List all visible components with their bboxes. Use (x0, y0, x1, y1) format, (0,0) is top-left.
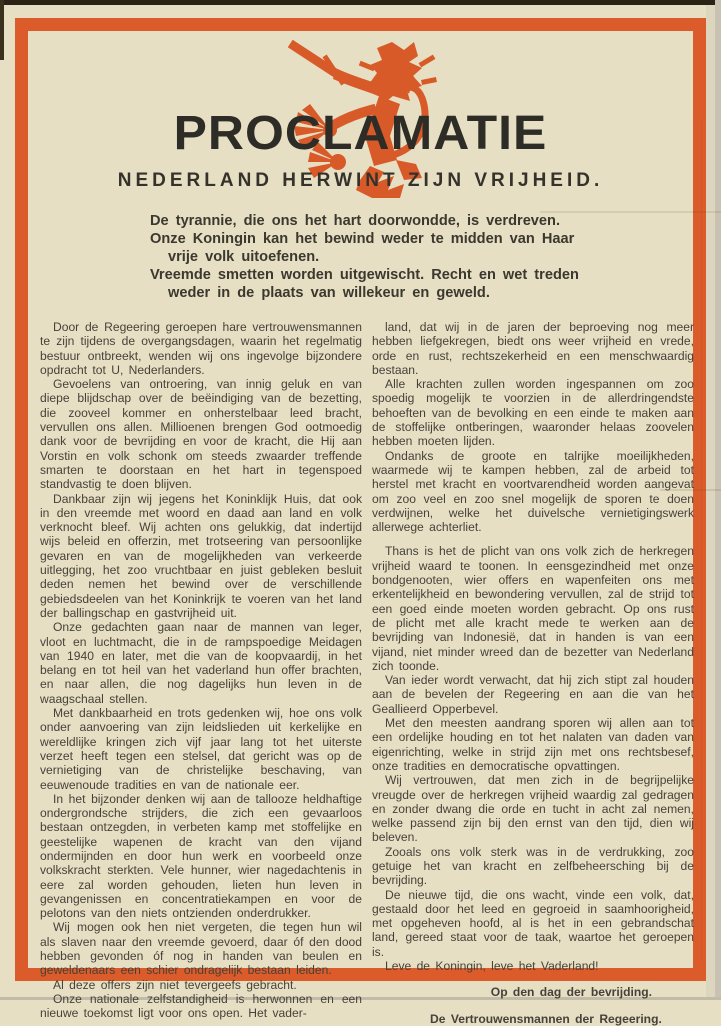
paragraph: Dankbaar zijn wij jegens het Koninklijk Huis, dat ook in den vreemde met woord en daad aan land en volk verknocht bleef. Wij achten ons gelukkig, dat indertijd wijs beleid en offerzin, met trotseering van persoonlijke gevaren en van de mogelijkheden van verkeerde uitlegging, het zoo vruchtbaar en juist gebleken besluit deden nemen het bewind over de verschillende gebiedsdeelen van het Koninkrijk te voeren van het land der ballingschap en gastvrijheid uit. (40, 491, 362, 620)
page-title: PROCLAMATIE (173, 107, 548, 160)
intro-line: Vreemde smetten worden uitgewischt. Recht en wet treden weder in de plaats van willekeur en geweld. (150, 267, 579, 301)
right-column (372, 320, 694, 1026)
proclamation-intro (150, 212, 610, 302)
closing-signature: De Vertrouwensmannen der Regeering. (430, 1011, 662, 1026)
paragraph: Zooals ons volk sterk was in de verdrukking, zoo getuige het van kracht en zelfbeheersching bij de bevrijding. (372, 844, 694, 888)
page-subtitle: NEDERLAND HERWINT ZIJN VRIJHEID. (117, 170, 604, 191)
paragraph: Wij mogen ook hen niet vergeten, die tegen hun wil als slaven naar den vreemde gevoerd, daar óf den dood hebben gevonden óf nog in handen van beulen en geweldenaars een schier ondragelijk bestaan leiden. (40, 920, 362, 978)
intro-line: Onze Koningin kan het bewind weder te midden van Haar vrije volk uitoefenen. (150, 231, 575, 265)
right-column-paragraphs (372, 320, 694, 973)
paragraph: land, dat wij in de jaren der beproeving nog meer hebben liefgekregen, biedt ons weer vrijheid en vrede, orde en rust, rechtszekerheid en een menschwaardig bestaan. (372, 320, 694, 377)
paragraph: Leve de Koningin, leve het Vaderland! (385, 959, 599, 974)
paragraph: Ondanks de groote en talrijke moeilijkheden, waarmede wij te kampen hebben, zal de arbeid tot herstel met kracht en voortvarendheid worden aangevat om zoo veel en zoo snel mogelijk de sporen te doen verdwijnen, welke het duivelsche vernietigingswerk allerwege achterliet. (372, 448, 694, 535)
paragraph: Thans is het de plicht van ons volk zich de herkregen vrijheid waard te toonen. In eensgezindheid met onze bondgenooten, wier offers en wapenfeiten ons met erkentelijkheid en bewondering vervullen, zal de strijd tot een goed einde moeten worden gebracht. Op ons rust de plicht met alle kracht mede te werken aan de bevrijding van Indonesië, dat in handen is van een vijand, niet minder wreed dan de bezetter van Nederland zich toonde. (372, 544, 694, 673)
left-column (40, 320, 362, 1021)
paragraph: Onze nationale zelfstandigheid is herwonnen en een nieuwe toekomst ligt voor ons open. Het vader- (40, 991, 362, 1021)
scan-edge-top (0, 0, 721, 5)
scan-edge-left (0, 0, 4, 60)
paragraph: Door de Regeering geroepen hare vertrouwensmannen te zijn tijdens de overgangsdagen, waarin het regelmatig bestuur ontbreekt, wenden wij ons ingevolge bijzondere opdracht tot U, Nederlanders. (40, 320, 362, 377)
paragraph: Met dankbaarheid en trots gedenken wij, hoe ons volk onder aanvoering van zijn leidslieden uit kerkelijke en wereldlijke kringen zich vijf jaar lang tot het uiterste verzet heeft tegen een stelsel, dat gericht was op de vernietiging van de christelijke beschaving, van eeuwenoude tradities en van de nationale eer. (40, 706, 362, 792)
paragraph: Alle krachten zullen worden ingespannen om zoo spoedig mogelijk te voorzien in de allerdringendste behoeften van de bevolking en een einde te maken aan de stoffelijke ontberingen, waaronder helaas zoovelen hebben moeten lijden. (372, 377, 694, 449)
paragraph: De nieuwe tijd, die ons wacht, vinde een volk, dat, gestaald door het leed en gegroeid in saamhoorigheid, met opgeheven hoofd, al is het in een gebrandschat land, gereed staat voor de taak, waartoe het geroepen is. (372, 887, 694, 959)
paper-crease (701, 120, 702, 960)
paragraph: Wij vertrouwen, dat men zich in de begrijpelijke vreugde over de herkregen vrijheid waardig zal gedragen en zonder dwang die orde en tucht in acht zal nemen, welke passend zijn bij den ernst van den tijd, dien wij beleven. (372, 773, 694, 845)
paragraph: Al deze offers zijn niet tevergeefs gebracht. (53, 977, 297, 992)
paragraph: Van ieder wordt verwacht, dat hij zich stipt zal houden aan de bevelen der Regeering en aan die van het Geallieerd Opperbevel. (372, 673, 694, 716)
paragraph: Gevoelens van ontroering, van innig geluk en van diepe blijdschap over de beëindiging van de bezetting, die zooveel kommer en onherstelbaar leed bracht, vervullen ons allen. Millioenen brengen God ootmoedig dank voor de bevrijding en voor de kracht, die Hij aan Vorstin en volk schonk om steeds zwaarder treffende smarten te doorstaan en het hart in tegenspoed standvastig te doen blijven. (40, 377, 362, 492)
paragraph: Met den meesten aandrang sporen wij allen aan tot een ordelijke houding en tot het nalaten van daden van eigenrichting, welke in strijd zijn met ons rechtsbesef, onze tradities en democratische opvattingen. (372, 716, 694, 773)
closing-date-line: Op den dag der bevrijding. (490, 985, 652, 1000)
intro-line: De tyrannie, die ons het hart doorwondde, is verdreven. (150, 213, 561, 229)
paragraph: In het bijzonder denken wij aan de tallooze heldhaftige ondergrondsche strijders, die zich een gevaarloos bestaan ontzegden, in verbeten kamp met stoffelijke en geestelijke wapenen de kracht van den vijand ondermijnden en door hun werk en voorbeeld onze volkskracht sterkten. Vele hunner, wier nagedachtenis in eere zal worden gehouden, lieten hun leven in gevangenissen en concentratiekampen en voor de pelotons van den niets ontzienden onderdrukker. (40, 791, 362, 921)
paragraph: Onze gedachten gaan naar de mannen van leger, vloot en luchtmacht, die in de rampspoedige Meidagen van 1940 en later, met die van de koopvaardij, in het belang en tot heil van het vaderland hun offer brachten, en naar allen, die nog dagelijks hun leven in de waagschaal stellen. (40, 620, 362, 706)
